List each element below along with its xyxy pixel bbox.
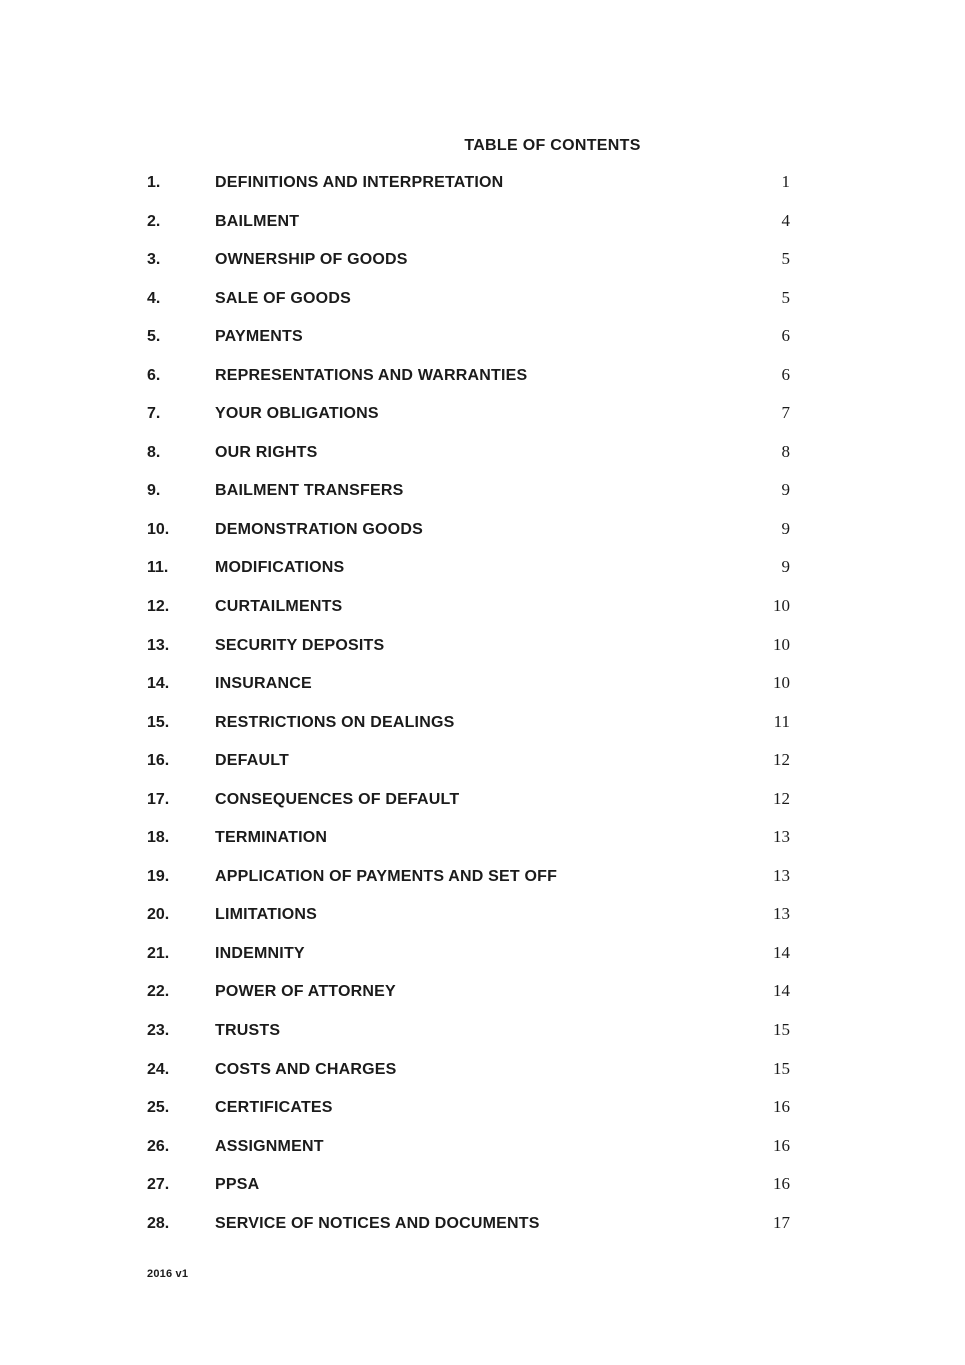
toc-entry-page: 16 bbox=[773, 1174, 790, 1194]
toc-entry-title: APPLICATION OF PAYMENTS AND SET OFF bbox=[215, 867, 558, 885]
toc-entry bbox=[147, 1020, 790, 1059]
toc-entry-page: 6 bbox=[781, 326, 790, 346]
toc-entry-number: 3. bbox=[147, 251, 161, 269]
toc-entry bbox=[147, 789, 790, 828]
toc-entry-page: 1 bbox=[781, 172, 790, 191]
toc-entry-page: 9 bbox=[781, 518, 790, 538]
toc-entry-number: 10. bbox=[147, 520, 170, 538]
toc-entry-page: 13 bbox=[773, 827, 790, 847]
toc-entry-number: 18. bbox=[147, 829, 170, 847]
toc-entry bbox=[147, 635, 790, 674]
toc-entry-page: 5 bbox=[781, 249, 790, 269]
toc-entry-number: 17. bbox=[147, 790, 170, 808]
toc-entry-number: 7. bbox=[147, 405, 161, 423]
toc-entry-number: 11. bbox=[147, 559, 169, 577]
toc-entry-title: OWNERSHIP OF GOODS bbox=[215, 251, 408, 269]
toc-entry-page: 17 bbox=[773, 1212, 790, 1232]
toc-entry-number: 14. bbox=[147, 675, 170, 693]
table-of-contents bbox=[147, 172, 790, 1251]
toc-entry-title: INDEMNITY bbox=[215, 944, 305, 962]
footer-version: 2016 v1 bbox=[147, 1268, 189, 1280]
toc-entry-page: 10 bbox=[773, 673, 790, 693]
toc-entry-title: YOUR OBLIGATIONS bbox=[215, 405, 379, 423]
toc-entry-title: TRUSTS bbox=[215, 1022, 281, 1040]
toc-entry-number: 9. bbox=[147, 482, 161, 500]
toc-entry bbox=[147, 596, 790, 635]
toc-entry-title: COSTS AND CHARGES bbox=[215, 1060, 397, 1078]
toc-entry-page: 10 bbox=[773, 634, 790, 654]
toc-entry bbox=[147, 673, 790, 712]
toc-entry-page: 9 bbox=[781, 480, 790, 500]
toc-entry-title: RESTRICTIONS ON DEALINGS bbox=[215, 713, 455, 731]
toc-entry-page: 9 bbox=[781, 557, 790, 577]
toc-entry-number: 23. bbox=[147, 1022, 170, 1040]
toc-entry-number: 2. bbox=[147, 212, 161, 230]
toc-entry-title: SECURITY DEPOSITS bbox=[215, 636, 385, 654]
toc-entry-page: 7 bbox=[781, 403, 790, 423]
toc-entry-title: DEMONSTRATION GOODS bbox=[215, 520, 423, 538]
toc-entry-number: 28. bbox=[147, 1214, 170, 1232]
toc-entry-title: INSURANCE bbox=[215, 675, 312, 693]
toc-entry-page: 14 bbox=[773, 981, 790, 1001]
toc-entry-number: 1. bbox=[147, 174, 161, 191]
toc-entry bbox=[147, 557, 790, 596]
toc-entry-title: LIMITATIONS bbox=[215, 906, 318, 924]
toc-entry bbox=[147, 326, 790, 365]
toc-entry-number: 5. bbox=[147, 328, 161, 346]
toc-entry-title: CONSEQUENCES OF DEFAULT bbox=[215, 790, 460, 808]
toc-entry bbox=[147, 943, 790, 982]
toc-entry bbox=[147, 1059, 790, 1098]
toc-entry bbox=[147, 866, 790, 905]
toc-entry bbox=[147, 1097, 790, 1136]
toc-entry-page: 12 bbox=[773, 788, 790, 808]
toc-entry-number: 27. bbox=[147, 1176, 170, 1194]
toc-entry-page: 16 bbox=[773, 1135, 790, 1155]
toc-entry bbox=[147, 519, 790, 558]
toc-entry-number: 13. bbox=[147, 636, 170, 654]
toc-entry-title: TERMINATION bbox=[215, 829, 328, 847]
toc-entry-title: CURTAILMENTS bbox=[215, 598, 343, 616]
toc-entry-number: 26. bbox=[147, 1137, 170, 1155]
toc-entry-number: 19. bbox=[147, 867, 170, 885]
page-title: TABLE OF CONTENTS bbox=[464, 137, 641, 154]
toc-entry-title: CERTIFICATES bbox=[215, 1099, 333, 1117]
toc-entry-number: 4. bbox=[147, 289, 161, 307]
toc-entry bbox=[147, 288, 790, 327]
toc-entry-title: POWER OF ATTORNEY bbox=[215, 983, 396, 1001]
toc-entry-number: 25. bbox=[147, 1099, 170, 1117]
toc-entry-page: 4 bbox=[781, 210, 790, 230]
toc-entry-number: 22. bbox=[147, 983, 170, 1001]
toc-entry-number: 20. bbox=[147, 906, 170, 924]
toc-entry bbox=[147, 249, 790, 288]
toc-entry bbox=[147, 750, 790, 789]
toc-entry bbox=[147, 211, 790, 250]
toc-entry-page: 6 bbox=[781, 364, 790, 384]
toc-entry-number: 12. bbox=[147, 598, 170, 616]
toc-entry-page: 15 bbox=[773, 1058, 790, 1078]
toc-entry-page: 14 bbox=[773, 942, 790, 962]
toc-entry-title: PPSA bbox=[215, 1176, 260, 1194]
toc-entry bbox=[147, 904, 790, 943]
toc-entry-page: 15 bbox=[773, 1020, 790, 1040]
toc-entry bbox=[147, 981, 790, 1020]
toc-entry-page: 13 bbox=[773, 865, 790, 885]
toc-entry-title: BAILMENT bbox=[215, 212, 300, 230]
toc-entry-title: PAYMENTS bbox=[215, 328, 303, 346]
toc-entry bbox=[147, 1174, 790, 1213]
toc-entry-title: SERVICE OF NOTICES AND DOCUMENTS bbox=[215, 1214, 540, 1232]
toc-entry-page: 12 bbox=[773, 750, 790, 770]
toc-entry bbox=[147, 403, 790, 442]
toc-entry-number: 8. bbox=[147, 443, 161, 461]
toc-entry-number: 15. bbox=[147, 713, 170, 731]
toc-entry-number: 16. bbox=[147, 752, 170, 770]
toc-entry bbox=[147, 827, 790, 866]
toc-entry-title: DEFINITIONS AND INTERPRETATION bbox=[215, 174, 504, 191]
toc-entry bbox=[147, 480, 790, 519]
toc-entry-title: MODIFICATIONS bbox=[215, 559, 345, 577]
toc-entry-title: BAILMENT TRANSFERS bbox=[215, 482, 404, 500]
toc-entry-page: 16 bbox=[773, 1097, 790, 1117]
toc-entry-page: 5 bbox=[781, 287, 790, 307]
toc-entry-page: 11 bbox=[773, 711, 790, 731]
toc-entry-title: ASSIGNMENT bbox=[215, 1137, 324, 1155]
toc-entry-number: 21. bbox=[147, 944, 170, 962]
toc-entry bbox=[147, 1136, 790, 1175]
toc-entry-page: 10 bbox=[773, 596, 790, 616]
toc-entry-page: 13 bbox=[773, 904, 790, 924]
toc-entry-title: REPRESENTATIONS AND WARRANTIES bbox=[215, 366, 528, 384]
toc-entry-page: 8 bbox=[781, 441, 790, 461]
toc-entry-title: OUR RIGHTS bbox=[215, 443, 318, 461]
toc-entry bbox=[147, 712, 790, 751]
toc-entry-title: DEFAULT bbox=[215, 752, 289, 770]
toc-entry bbox=[147, 1213, 790, 1252]
toc-entry-number: 6. bbox=[147, 366, 161, 384]
toc-entry-number: 24. bbox=[147, 1060, 170, 1078]
toc-entry-title: SALE OF GOODS bbox=[215, 289, 351, 307]
toc-entry bbox=[147, 442, 790, 481]
toc-entry bbox=[147, 172, 790, 211]
toc-entry bbox=[147, 365, 790, 404]
